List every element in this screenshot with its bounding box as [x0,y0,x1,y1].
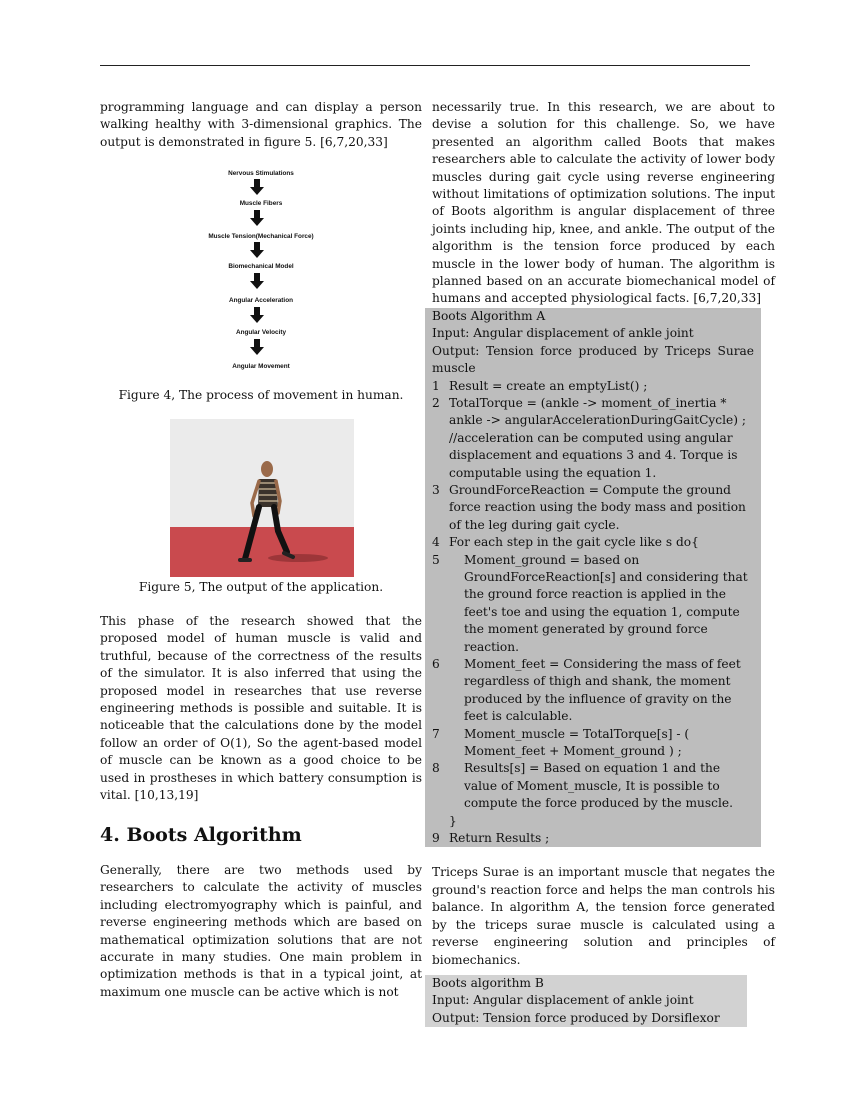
algorithm-output: Output: Tension force produced by Triceps Surae muscle [432,343,754,376]
flow-step: Biomechanical Model [228,263,294,271]
arrow-down-icon [250,273,264,289]
flow-step: Muscle Tension(Mechanical Force) [208,233,314,241]
algorithm-title: Boots Algorithm A [432,308,546,323]
algorithm-input: Input: Angular displacement of ankle joint [432,993,694,1008]
algorithm-step: 8 Results[s] = Based on equation 1 and the value of Moment_muscle, It is possible to compute the force produced by the muscle. [432,761,733,811]
algorithm-b-box [425,975,747,1027]
paragraph: Triceps Surae is an important muscle that negates the ground's reaction force and helps the man controls his balance. In algorithm A, the tension force generated by the triceps surae muscle is calculated using a reverse engineering solution and principles of biomechanics. [432,865,775,967]
left-column [100,99,422,1001]
arrow-down-icon [250,210,264,226]
section-heading: 4. Boots Algorithm [100,823,302,846]
arrow-down-icon [250,179,264,195]
algorithm-a-box [425,308,761,848]
algorithm-step: 6 Moment_feet = Considering the mass of feet regardless of thigh and shank, the moment produced by the influence of gravity on the feet is calculable. [432,657,741,724]
arrow-down-icon [250,339,264,355]
algorithm-output: Output: Tension force produced by Dorsiflexor [432,1010,720,1025]
algorithm-input: Input: Angular displacement of ankle joint [432,326,694,341]
flow-step: Angular Velocity [235,329,287,337]
algorithm-step: 7 Moment_muscle = TotalTorque[s] - ( Moment_feet + Moment_ground ) ; [432,726,690,759]
figure-5-caption: Figure 5, The output of the application. [138,579,384,594]
arrow-down-icon [250,242,264,258]
algorithm-step: 3 GroundForceReaction = Compute the ground force reaction using the body mass and position of the leg during gait cycle. [432,482,746,532]
figure-4-caption: Figure 4, The process of movement in human. [118,388,404,403]
right-column [432,99,775,1027]
algorithm-step: 9 Return Results ; [432,831,550,846]
flow-step: Angular Movement [232,363,290,371]
flow-step: Muscle Fibers [239,200,283,208]
algorithm-close-brace: } [449,813,457,828]
algorithm-step: 4 For each step in the gait cycle like s do{ [432,535,699,550]
paragraph: This phase of the research showed that the proposed model of human muscle is valid and truthful, because of the correctness of the results of the simulator. It is also inferred that using the proposed model in researches that use reverse engineering methods is possible and suitable. It is noticeable that the calculations done by the model follow an order of O(1), So the agent-based model of muscle can be known as a good choice to be used in prostheses in which battery consumption is vital. [10,13,19] [100,614,422,803]
paragraph: Generally, there are two methods used by researchers to calculate the activity of muscles including electromyography which is painful, and reverse engineering methods which are based on mathematical optimization solutions that are not accurate in many studies. One main problem in optimization methods is that in a typical joint, at maximum one muscle can be active which is not [100,862,422,999]
figure-5-image [170,419,354,577]
arrow-down-icon [250,307,264,323]
algorithm-step: 5 Moment_ground = based on GroundForceReaction[s] and considering that the ground force reaction is applied in the feet's toe and using the equation 1, compute the moment generated by ground force reaction. [432,552,748,654]
algorithm-step: 1 Result = create an emptyList() ; [432,378,648,393]
figure-4-flowchart [100,165,422,383]
header-rule [100,65,750,66]
paragraph: necessarily true. In this research, we are about to devise a solution for this challenge. So, we have presented an algorithm called Boots that makes researchers able to calculate the activity of lower body muscles during gait cycle using reverse engineering without limitations of optimization solutions. The input of Boots algorithm is angular displacement of three joints including hip, knee, and ankle. The output of the algorithm is the tension force produced by each muscle in the lower body of human. The algorithm is planned based on an accurate biomechanical model of humans and accepted physiological facts. [6,7,20,33] [432,100,775,306]
algorithm-title: Boots algorithm B [432,975,544,990]
flow-step: Angular Acceleration [228,297,294,305]
paragraph: programming language and can display a person walking healthy with 3-dimensional graphics. The output is demonstrated in figure 5. [6,7,20,33] [100,100,422,149]
walking-person-image [170,419,354,577]
algorithm-step: 2 TotalTorque = (ankle -> moment_of_inertia * ankle -> angularAccelerationDuringGaitCycle) ; //acceleration can be computed using angular displacement and equations 3 and 4. Torque is computable using the equation 1. [432,395,746,480]
flow-step: Nervous Stimulations [228,170,294,178]
